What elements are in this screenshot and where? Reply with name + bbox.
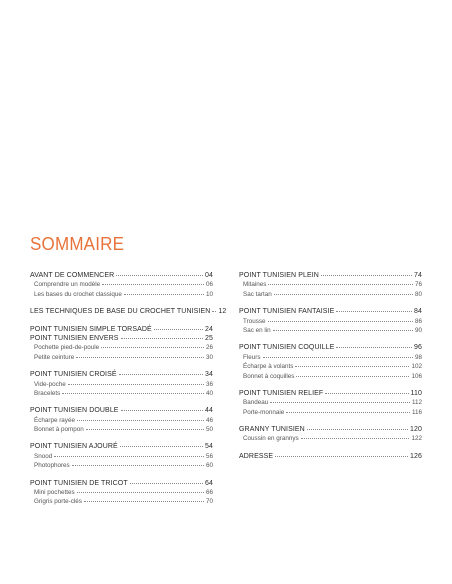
dot-leader [124,288,204,295]
dot-leader [72,459,204,466]
toc-entry-label: Photophores [34,462,70,470]
toc-section [239,306,422,334]
toc-subentry[interactable] [30,289,213,298]
toc-section [30,405,213,433]
toc-entry-label: Écharpe rayée [34,416,75,424]
toc-entry-label: POINT TUNISIEN DE TRICOT [30,479,128,487]
toc-page-number: 54 [205,443,213,451]
toc-section [239,342,422,380]
toc-page-number: 98 [414,353,422,361]
toc-page-number: 24 [205,325,213,333]
toc-entry-label: POINT TUNISIEN SIMPLE TORSADÉ [30,325,152,333]
toc-page-number: 122 [411,435,422,443]
dot-leader [268,278,413,285]
toc-page-number: 30 [205,353,213,361]
toc-section [239,270,422,298]
toc-page-number: 110 [410,389,422,397]
toc-subentry[interactable] [239,289,422,298]
dot-leader [76,351,204,358]
dot-leader [212,305,216,312]
toc-page-number: 80 [414,290,422,298]
dot-leader [86,423,204,430]
toc-page-number: 116 [411,408,422,416]
dot-leader [120,440,203,447]
toc-section [30,441,213,469]
toc-page-number: 36 [205,380,213,388]
dot-leader [321,269,412,276]
toc-entry-label: Les bases du crochet classique [34,290,122,298]
toc-page-number: 46 [205,416,213,424]
toc-page-number: 26 [205,344,213,352]
toc-page-number: 120 [410,426,422,434]
toc-page-number: 106 [411,372,422,380]
dot-leader [263,351,413,358]
toc-section [239,424,422,443]
dot-leader [286,406,410,413]
toc-entry-label: Bonnet à pompon [34,426,84,434]
toc-entry-label: Vide-poche [34,380,66,388]
toc-page-number: 112 [411,399,422,407]
dot-leader [84,495,204,502]
dot-leader [68,378,204,385]
toc-subentry[interactable] [30,460,213,469]
toc-subentry[interactable] [30,352,213,361]
toc-section [30,306,227,316]
dot-leader [273,324,413,331]
toc-page-number: 44 [205,407,213,415]
toc-page-number: 70 [205,498,213,506]
dot-leader [62,387,204,394]
toc-page-number: 96 [414,344,422,352]
toc-page-number: 84 [414,308,422,316]
toc-page-number: 60 [205,462,213,470]
dot-leader [119,368,203,375]
toc-entry-label: POINT TUNISIEN AJOURÉ [30,443,118,451]
dot-leader [102,278,204,285]
toc-subentry[interactable] [30,424,213,433]
dot-leader [295,360,409,367]
toc-entry-label: Petite ceinture [34,353,75,361]
toc-page-number: 66 [205,489,213,497]
dot-leader [274,288,413,295]
toc-section [30,324,213,362]
toc-entry-label: Comprendre un modèle [34,281,101,289]
dot-leader [336,341,412,348]
toc-entry-label: Sac en lin [243,326,271,334]
toc-subentry[interactable] [239,371,422,380]
toc-entry-label: AVANT DE COMMENCER [30,272,115,279]
toc-page-number: 06 [205,281,213,289]
toc-page-number: 25 [205,334,213,342]
toc-entry-label: POINT TUNISIEN FANTAISIE [239,308,335,316]
toc-page-number: 56 [205,452,213,460]
dot-leader [301,432,410,439]
toc-entry-label: POINT TUNISIEN PLEIN [239,272,319,279]
dot-leader [325,387,408,394]
toc-entry-label: Bonnet à coquilles [243,372,295,380]
toc-page-number: 74 [414,272,422,279]
toc-page-number: 76 [414,281,422,289]
dot-leader [296,370,409,377]
toc-section [30,369,213,397]
toc-subentry[interactable] [239,433,422,442]
toc-page-number: 40 [205,389,213,397]
toc-entry-label: GRANNY TUNISIEN [239,426,305,434]
toc-entry-label: Mini pochettes [34,489,75,497]
toc-entry-label: Grigris porte-clés [34,498,82,506]
toc-page-number: 86 [414,317,422,325]
toc-section [239,388,422,416]
dot-leader [121,332,203,339]
dot-leader [268,315,413,322]
dot-leader [121,404,203,411]
toc-entry-label: ADRESSE [239,452,274,460]
toc-entry-label: Coussin en grannys [243,435,299,443]
dot-leader [275,450,408,457]
toc-entry-label: Fleurs [243,353,261,361]
toc-entry-label: POINT TUNISIEN DOUBLE [30,407,119,415]
toc-entry-label: Bandeau [243,399,269,407]
toc-entry-label: POINT TUNISIEN ENVERS [30,334,119,342]
toc-chapter-entry[interactable] [30,306,227,316]
toc-page-number: 102 [411,363,422,371]
dot-leader [101,341,204,348]
toc-entry-label: Mitaines [243,281,267,289]
toc-page-number: 34 [205,371,213,379]
toc-section [30,478,213,506]
toc-page-number: 12 [218,308,227,316]
toc-page-number: 50 [205,426,213,434]
toc-entry-label: Sac tartan [243,290,272,298]
toc-entry-label: Porte-monnaie [243,408,285,416]
page-title: SOMMAIRE [30,234,125,255]
toc-column-left [30,270,227,514]
dot-leader [77,486,204,493]
dot-leader [270,396,410,403]
toc-entry-label: Snood [34,452,53,460]
toc-page-number: 126 [410,452,422,460]
toc-page-number: 64 [205,479,213,487]
toc-entry-label: Écharpe à volants [243,363,294,371]
toc-column-right [239,270,422,468]
toc-entry-label: Bracelets [34,389,61,397]
toc-subentry[interactable] [239,407,422,416]
toc-chapter-entry[interactable] [239,451,422,460]
toc-page-number: 90 [414,326,422,334]
toc-entry-label: LES TECHNIQUES DE BASE DU CROCHET TUNISIEN [30,308,211,316]
toc-subentry[interactable] [30,496,213,505]
dot-leader [130,477,203,484]
toc-subentry[interactable] [239,325,422,334]
toc-entry-label: POINT TUNISIEN CROISÉ [30,371,117,379]
dot-leader [54,450,204,457]
dot-leader [154,323,203,330]
toc-section [239,451,422,460]
toc-entry-label: Pochette pied-de-poule [34,344,100,352]
dot-leader [336,305,412,312]
dot-leader [307,423,408,430]
toc-entry-label: Trousse [243,317,266,325]
toc-section [30,270,213,298]
toc-page-number: 04 [205,272,213,279]
toc-page-number: 10 [205,290,213,298]
dot-leader [77,414,204,421]
toc-entry-label: POINT TUNISIEN COQUILLE [239,344,335,352]
dot-leader [116,269,203,276]
toc-subentry[interactable] [30,388,213,397]
toc-entry-label: POINT TUNISIEN RELIEF [239,389,324,397]
